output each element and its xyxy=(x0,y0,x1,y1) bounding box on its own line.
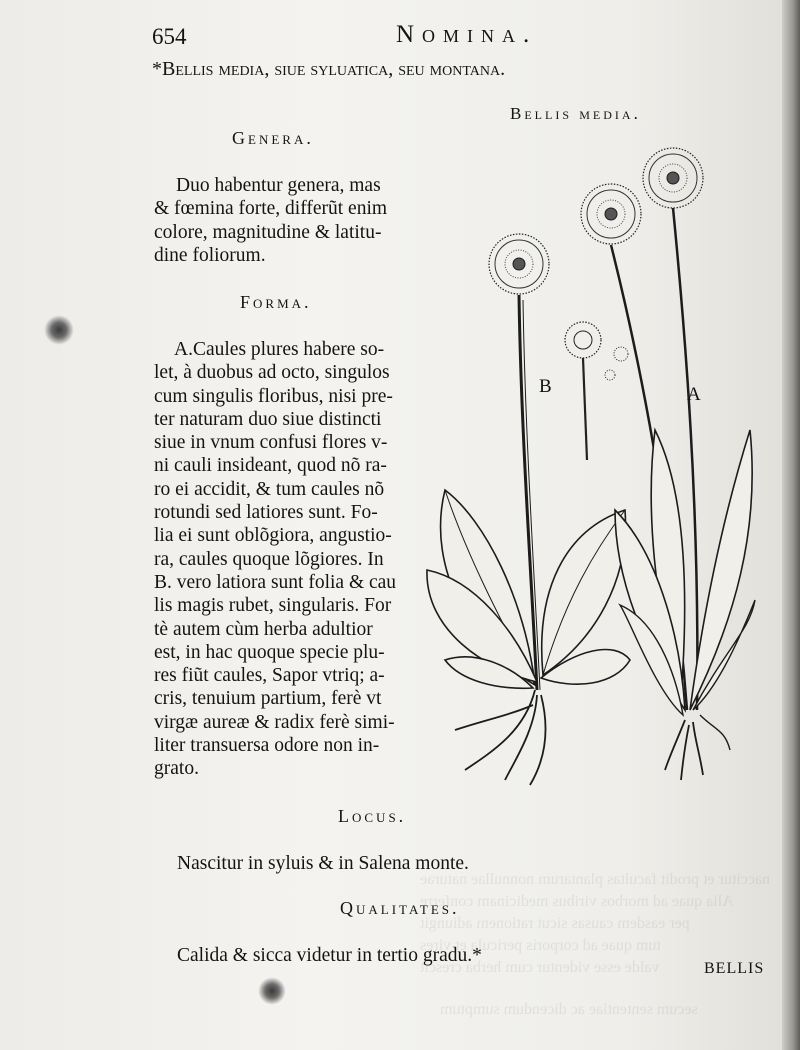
plant-b xyxy=(427,234,630,785)
figure-caption: Bellis media. xyxy=(510,104,641,123)
text-line: dine foliorum. xyxy=(154,244,266,266)
text-line: let, à duobus ad octo, singulos xyxy=(154,362,390,384)
figure-label-b: B xyxy=(539,376,552,397)
text-line: cris, tenuium partium, ferè vt xyxy=(154,688,382,710)
page-edge-shadow xyxy=(782,0,800,1050)
book-page: naccitur et prodit facultas plantarum nonnullae naturae Alia quae ad morbos viribus medicinam conferre per easdem causas sicut rationem adiungit tum quae ad corporis pericula et vires valde esse videntur cum herba crescit secum sententiae ac dicendum sumptum 654 Nomina. *Bellis media, siue syluatica, seu montana. Bellis media. Genera. Duo habentur genera, mas & fœmina forte, differũt enim colore, magnitudine & latitu- dine foliorum. Forma. A.Caules plures habere so- let, à duobus ad octo, singulos cum singulis floribus, nisi pre- ter naturam duo siue distincti siue in vnum confusi flores v- ni cauli insideant, quod nõ ra- ro ei accidit, & tum caules nõ rotundi sed latiores sunt. Fo- lia ei sunt oblõgiora, angustio- ra, caules quoque lõgiores. In B. vero latiora sunt folia & cau lis magis rubet, singularis. For tè autem cùm herba adultior est, in hac quoque specie plu- res fiũt caules, Sapor vtriq; a- cris, tenuium partium, ferè vt virgæ aureæ & radix ferè simi- liter transuersa odore non in- grato. B A Locus. Nascitur in syluis & in Salena monte. Qualitates. Calida & sicca videtur in tertio gradu.* BELLIS xyxy=(0,0,782,1050)
section-heading-genera: Genera. xyxy=(232,128,314,148)
text-line: cum singulis floribus, nisi pre- xyxy=(154,385,393,407)
text-line: ra, caules quoque lõgiores. In xyxy=(154,548,384,570)
text-line: ni cauli insideant, quod nõ ra- xyxy=(154,455,387,477)
figure-label-a: A xyxy=(687,384,701,405)
running-title: Nomina. xyxy=(396,21,538,48)
plant-a xyxy=(581,148,755,780)
detached-flower-bud xyxy=(565,322,628,460)
text-line: ro ei accidit, & tum caules nõ xyxy=(154,478,385,500)
section-heading-forma: Forma. xyxy=(240,292,312,312)
bellis-woodcut-illustration xyxy=(415,130,770,790)
text-line: ter naturam duo siue distincti xyxy=(154,408,382,430)
text-line: grato. xyxy=(154,758,199,780)
text-line: A.Caules plures habere so- xyxy=(174,339,385,360)
forma-text xyxy=(154,338,396,781)
text-line: siue in vnum confusi flores v- xyxy=(154,432,388,454)
text-line: lia ei sunt oblõgiora, angustio- xyxy=(154,525,392,547)
genera-text xyxy=(154,174,388,267)
text-line: B. vero latiora sunt folia & cau xyxy=(154,571,397,593)
ink-blot xyxy=(258,977,286,1005)
page-number: 654 xyxy=(152,24,187,49)
text-line: & fœmina forte, differũt enim xyxy=(154,198,388,220)
ink-blot xyxy=(44,315,74,345)
text-line: colore, magnitudine & latitu- xyxy=(154,221,382,243)
entry-title: *Bellis media, siue syluatica, seu montana. xyxy=(152,58,506,80)
section-heading-locus: Locus. xyxy=(338,806,407,826)
text-line: rotundi sed latiores sunt. Fo- xyxy=(154,502,378,524)
text-line: res fiũt caules, Sapor vtriq; a- xyxy=(154,665,385,687)
text-line: est, in hac quoque specie plu- xyxy=(154,641,385,663)
text-line: Duo habentur genera, mas xyxy=(176,175,381,196)
catchword: BELLIS xyxy=(704,960,765,977)
text-line: lis magis rubet, singularis. For xyxy=(154,595,392,617)
text-line: virgæ aureæ & radix ferè simi- xyxy=(154,711,395,733)
qualitates-text: Calida & sicca videtur in tertio gradu.* xyxy=(177,945,482,966)
section-heading-qualitates: Qualitates. xyxy=(340,898,460,918)
locus-text: Nascitur in syluis & in Salena monte. xyxy=(177,853,469,874)
text-line: tè autem cùm herba adultior xyxy=(154,618,373,640)
text-line: liter transuersa odore non in- xyxy=(154,735,380,757)
